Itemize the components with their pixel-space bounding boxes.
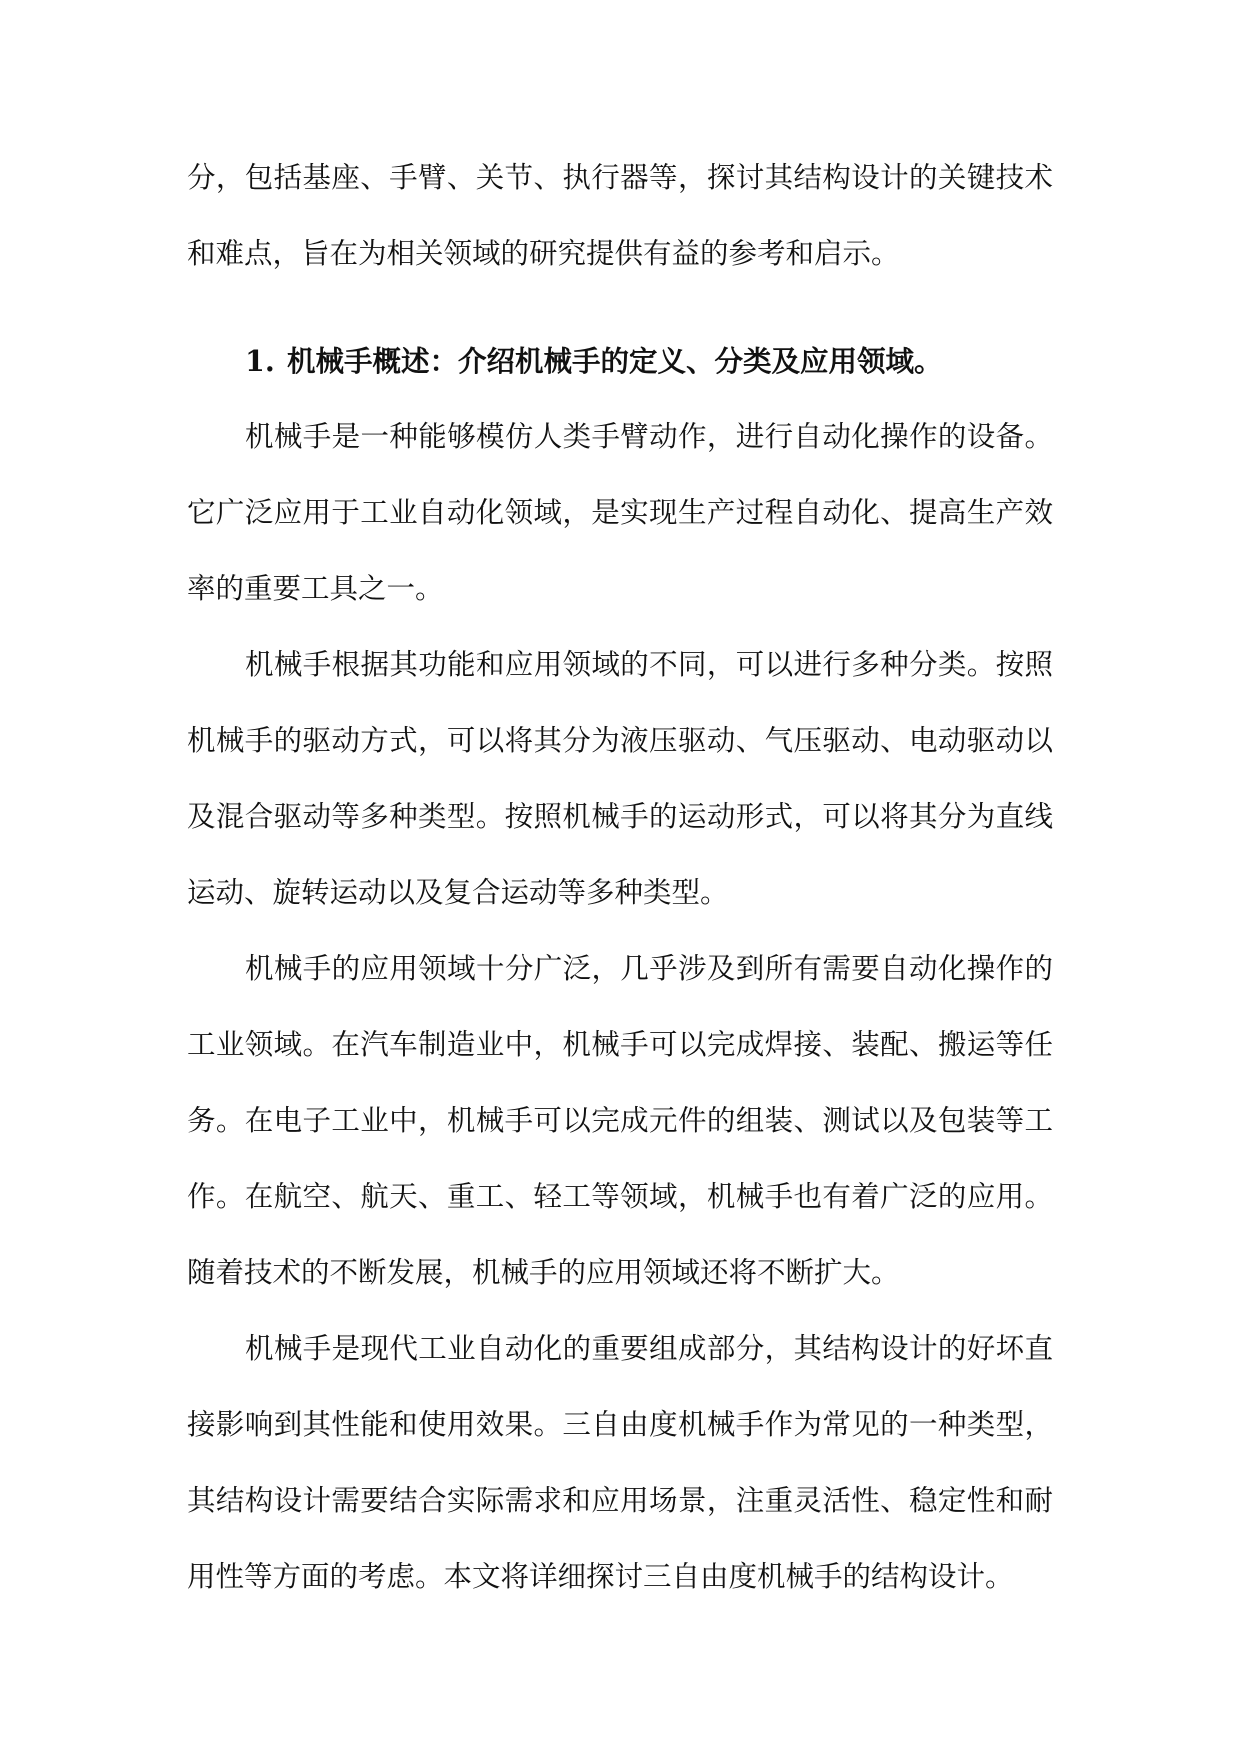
body-paragraph-classification: 机械手根据其功能和应用领域的不同，可以进行多种分类。按照机械手的驱动方式，可以将其分为液压驱动、气压驱动、电动驱动以及混合驱动等多种类型。按照机械手的运动形式，可以将其分为直线运动、旋转运动以及复合运动等多种类型。 xyxy=(187,648,1053,909)
document-body xyxy=(187,140,1053,1615)
section-heading xyxy=(187,323,1053,399)
body-paragraph-definition: 机械手是一种能够模仿人类手臂动作，进行自动化操作的设备。它广泛应用于工业自动化领域，是实现生产过程自动化、提高生产效率的重要工具之一。 xyxy=(187,420,1053,605)
body-paragraph-applications: 机械手的应用领域十分广泛，几乎涉及到所有需要自动化操作的工业领域。在汽车制造业中，机械手可以完成焊接、装配、搬运等任务。在电子工业中，机械手可以完成元件的组装、测试以及包装等工作。在航空、航天、重工、轻工等领域，机械手也有着广泛的应用。随着技术的不断发展，机械手的应用领域还将不断扩大。 xyxy=(187,952,1053,1289)
body-paragraph-structure-design: 机械手是现代工业自动化的重要组成部分，其结构设计的好坏直接影响到其性能和使用效果。三自由度机械手作为常见的一种类型，其结构设计需要结合实际需求和应用场景，注重灵活性、稳定性和耐用性等方面的考虑。本文将详细探讨三自由度机械手的结构设计。 xyxy=(187,1332,1053,1593)
section-title: 机械手概述：介绍机械手的定义、分类及应用领域。 xyxy=(287,344,943,378)
section-number: 1. xyxy=(245,344,275,378)
lead-paragraph: 分，包括基座、手臂、关节、执行器等，探讨其结构设计的关键技术和难点，旨在为相关领域的研究提供有益的参考和启示。 xyxy=(187,161,1053,270)
